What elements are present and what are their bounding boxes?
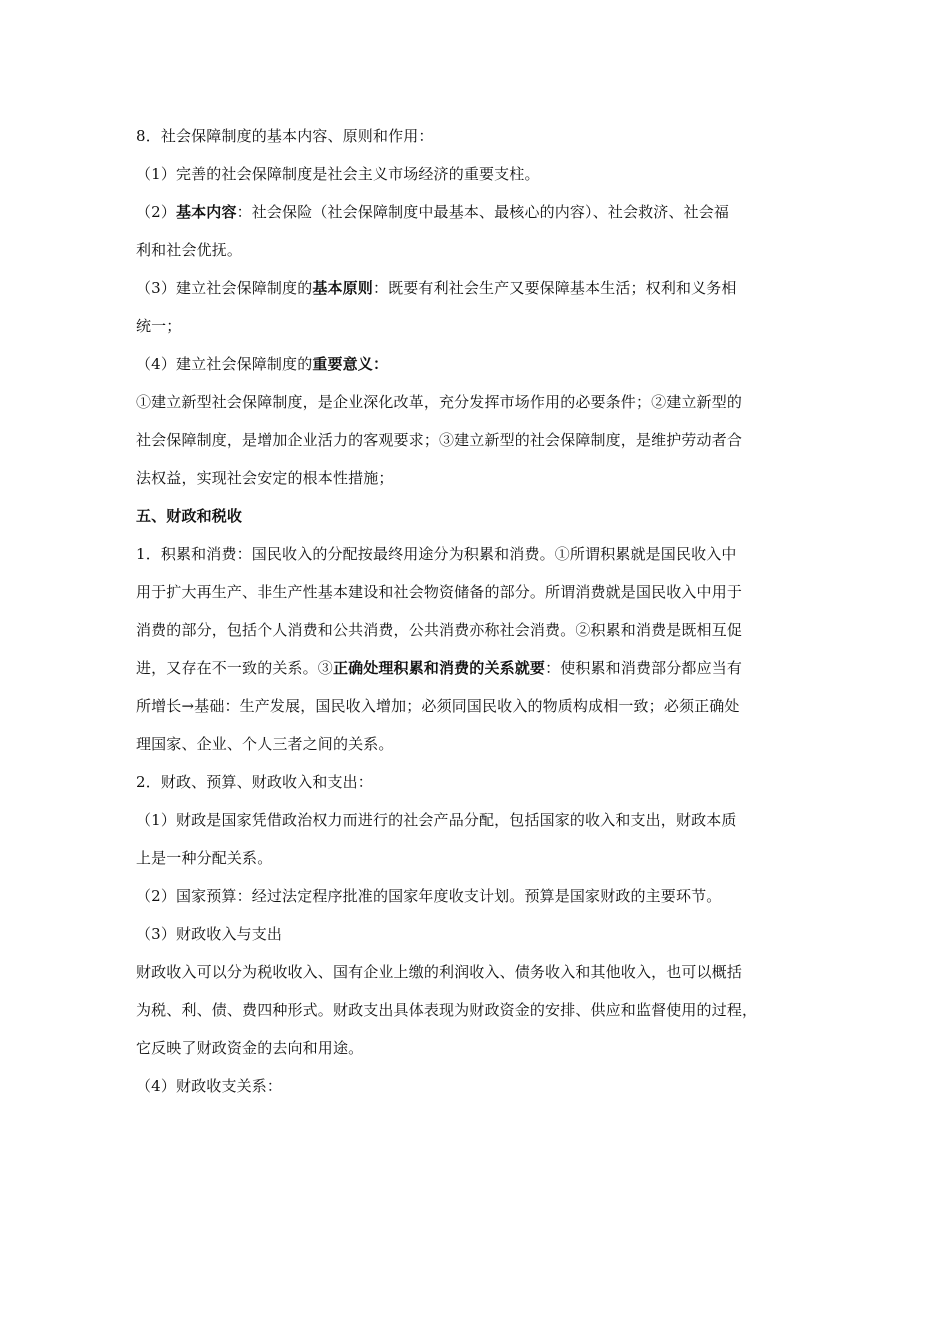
paragraph-line: ①建立新型社会保障制度，是企业深化改革，充分发挥市场作用的必要条件；②建立新型的 — [136, 393, 743, 411]
paragraph-line: 财政收入可以分为税收收入、国有企业上缴的利润收入、债务收入和其他收入，也可以概括 — [136, 963, 743, 981]
paragraph-line: 用于扩大再生产、非生产性基本建设和社会物资储备的部分。所谓消费就是国民收入中用于 — [136, 583, 743, 601]
paragraph-line: （3）建立社会保障制度的基本原则：既要有利社会生产又要保障基本生活；权利和义务相 — [136, 279, 737, 297]
paragraph-line: 理国家、企业、个人三者之间的关系。 — [136, 735, 394, 753]
paragraph-line: 消费的部分，包括个人消费和公共消费，公共消费亦称社会消费。②积累和消费是既相互促 — [136, 621, 743, 639]
paragraph-line: 统一； — [136, 317, 182, 335]
paragraph-line: （1）完善的社会保障制度是社会主义市场经济的重要支柱。 — [136, 165, 540, 183]
paragraph-line: 1．积累和消费：国民收入的分配按最终用途分为积累和消费。①所谓积累就是国民收入中 — [136, 545, 737, 563]
paragraph-line: 所增长→基础：生产发展，国民收入增加；必须同国民收入的物质构成相一致；必须正确处 — [136, 697, 740, 715]
paragraph-line: 它反映了财政资金的去向和用途。 — [136, 1039, 364, 1057]
paragraph-line: 上是一种分配关系。 — [136, 849, 273, 867]
paragraph-line: 利和社会优抚。 — [136, 241, 243, 259]
paragraph-line: （1）财政是国家凭借政治权力而进行的社会产品分配，包括国家的收入和支出，财政本质 — [136, 811, 737, 829]
paragraph-line: 进，又存在不一致的关系。③正确处理积累和消费的关系就要：使积累和消费部分都应当有 — [136, 659, 743, 677]
section-heading: 五、财政和税收 — [136, 507, 243, 525]
paragraph-line: （4）财政收支关系： — [136, 1077, 283, 1095]
section-heading: 8．社会保障制度的基本内容、原则和作用： — [136, 127, 434, 145]
paragraph-line: （4）建立社会保障制度的重要意义： — [136, 355, 389, 373]
paragraph-line: （2）国家预算：经过法定程序批准的国家年度收支计划。预算是国家财政的主要环节。 — [136, 887, 722, 905]
paragraph-line: 法权益，实现社会安定的根本性措施； — [136, 469, 394, 487]
paragraph-line: （2）基本内容：社会保险（社会保障制度中最基本、最核心的内容）、社会救济、社会福 — [136, 203, 730, 221]
paragraph-line: 社会保障制度，是增加企业活力的客观要求；③建立新型的社会保障制度，是维护劳动者合 — [136, 431, 743, 449]
section-heading: 2．财政、预算、财政收入和支出： — [136, 773, 373, 791]
paragraph-line: 为税、利、债、费四种形式。财政支出具体表现为财政资金的安排、供应和监督使用的过程， — [136, 1001, 758, 1019]
paragraph-line: （3）财政收入与支出 — [136, 925, 283, 943]
